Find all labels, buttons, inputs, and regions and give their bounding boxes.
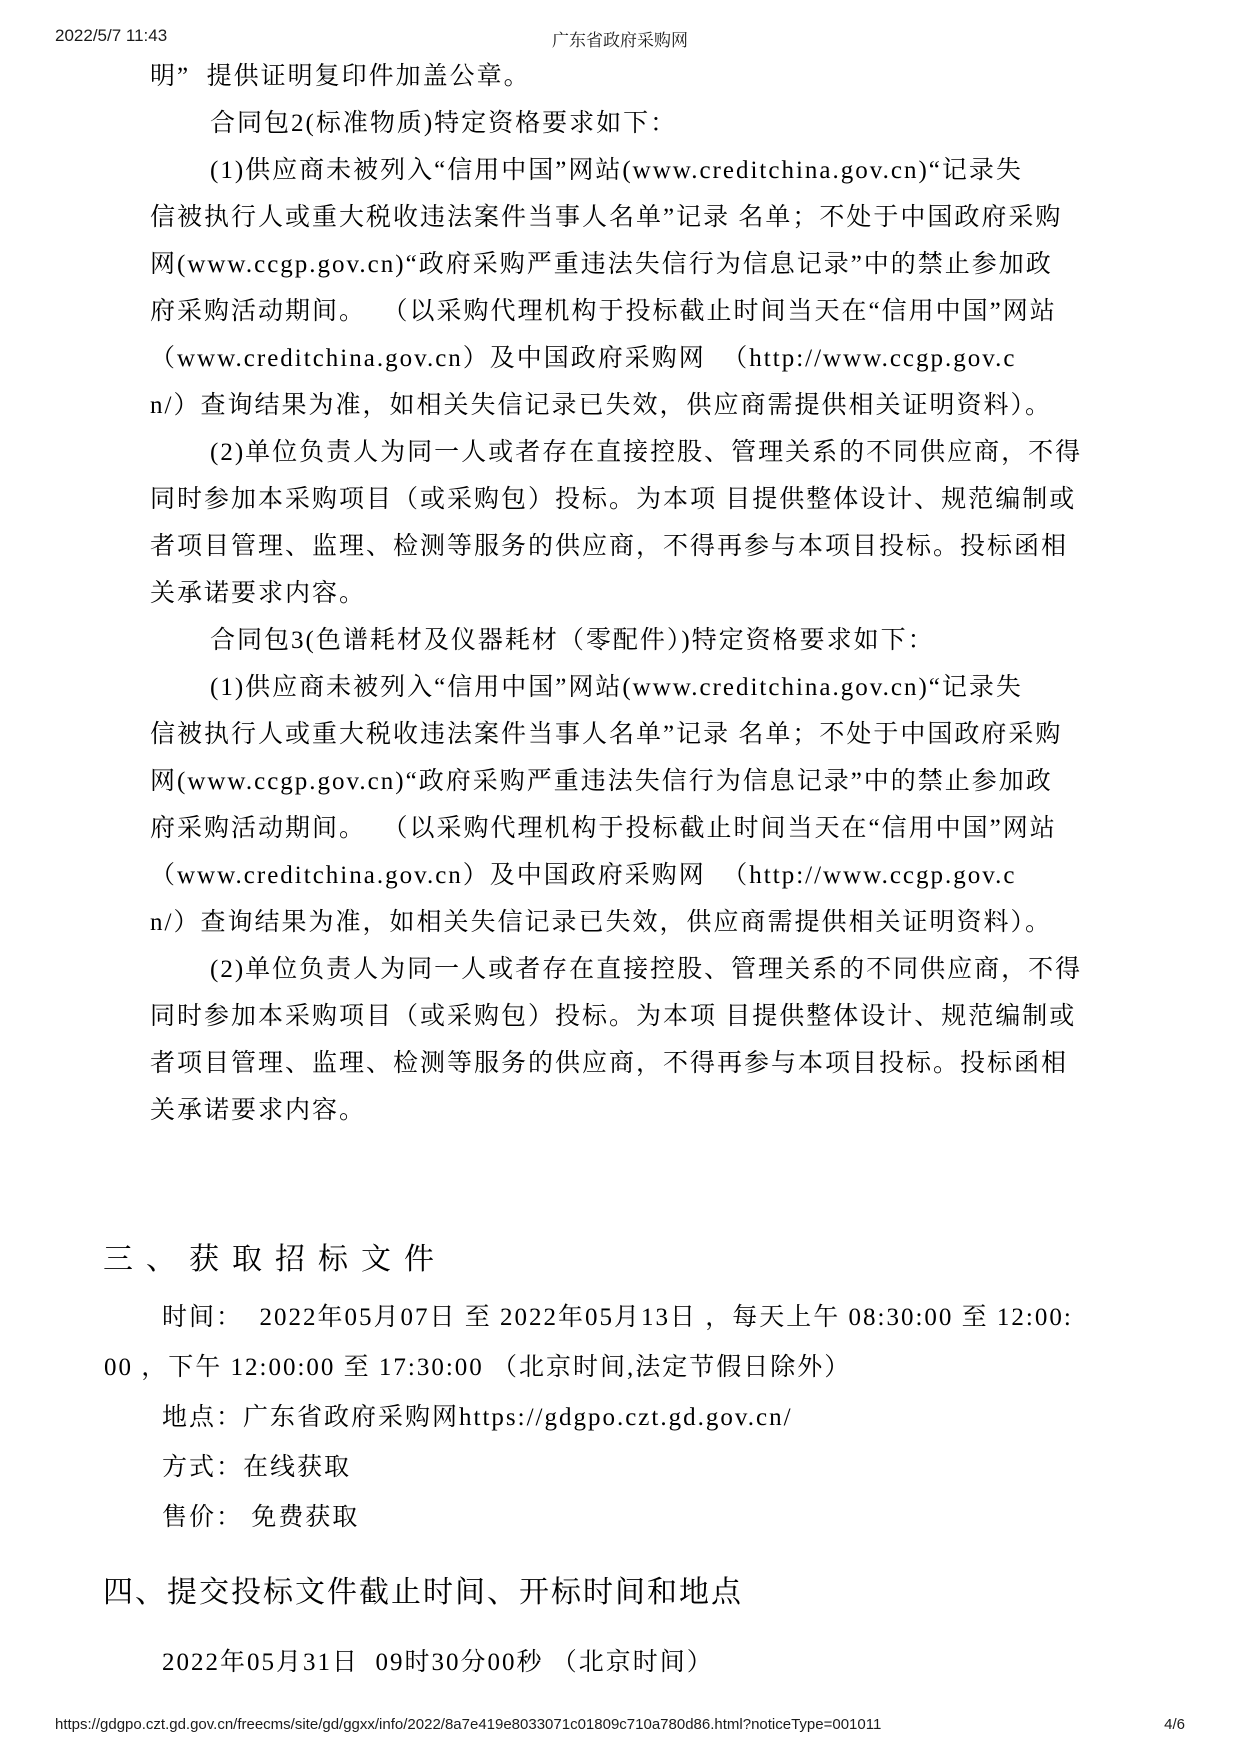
text-line: 信被执行人或重大税收违法案件当事人名单”记录 名单；不处于中国政府采购: [150, 721, 1063, 748]
text-line: 关承诺要求内容。: [150, 580, 367, 607]
text-line: 同时参加本采购项目（或采购包）投标。为本项 目提供整体设计、规范编制或: [150, 486, 1077, 513]
text-line: （www.creditchina.gov.cn）及中国政府采购网 （http://www.ccgp.gov.c: [150, 345, 1017, 372]
text-line: 售价： 免费获取: [162, 1504, 360, 1531]
text-line: n/）查询结果为准，如相关失信记录已失效，供应商需提供相关证明资料）。: [150, 909, 1052, 936]
text-line: 府采购活动期间。 （以采购代理机构于投标截止时间当天在“信用中国”网站: [150, 815, 1057, 842]
print-datetime: 2022/5/7 11:43: [55, 26, 168, 45]
text-line: 地点：广东省政府采购网https://gdgpo.czt.gd.gov.cn/: [162, 1404, 793, 1431]
text-line: （www.creditchina.gov.cn）及中国政府采购网 （http://www.ccgp.gov.c: [150, 862, 1017, 889]
text-line: 者项目管理、监理、检测等服务的供应商，不得再参与本项目投标。投标函相: [150, 1050, 1069, 1077]
text-line: (1)供应商未被列入“信用中国”网站(www.creditchina.gov.cn)“记录失: [210, 674, 1023, 701]
text-line: 信被执行人或重大税收违法案件当事人名单”记录 名单；不处于中国政府采购: [150, 204, 1063, 231]
text-line: 关承诺要求内容。: [150, 1097, 367, 1124]
text-line: 网(www.ccgp.gov.cn)“政府采购严重违法失信行为信息记录”中的禁止参加政: [150, 251, 1053, 278]
text-line: 明” 提供证明复印件加盖公章。: [150, 63, 531, 90]
print-header: [0, 26, 1240, 48]
text-line: 合同包2(标准物质)特定资格要求如下：: [210, 110, 678, 137]
text-line: n/）查询结果为准，如相关失信记录已失效，供应商需提供相关证明资料）。: [150, 392, 1052, 419]
text-line: 同时参加本采购项目（或采购包）投标。为本项 目提供整体设计、规范编制或: [150, 1003, 1077, 1030]
text-line: (1)供应商未被列入“信用中国”网站(www.creditchina.gov.cn)“记录失: [210, 157, 1023, 184]
section-heading: 三、获取招标文件: [103, 1243, 447, 1276]
text-line: 合同包3(色谱耗材及仪器耗材（零配件）)特定资格要求如下：: [210, 627, 935, 654]
text-line: 者项目管理、监理、检测等服务的供应商，不得再参与本项目投标。投标函相: [150, 533, 1069, 560]
text-line: 府采购活动期间。 （以采购代理机构于投标截止时间当天在“信用中国”网站: [150, 298, 1057, 325]
text-line: (2)单位负责人为同一人或者存在直接控股、管理关系的不同供应商，不得: [210, 956, 1083, 983]
page-number: 4/6: [1164, 1716, 1185, 1733]
document-body: [0, 53, 1240, 1686]
text-line: 00 ，下午 12:00:00 至 17:30:00 （北京时间,法定节假日除外）: [104, 1354, 852, 1381]
site-title: 广东省政府采购网: [552, 31, 688, 50]
text-line: 方式：在线获取: [162, 1454, 352, 1481]
text-line: 时间： 2022年05月07日 至 2022年05月13日 ，每天上午 08:30:00 至 12:00:: [162, 1304, 1073, 1331]
print-footer: [0, 1716, 1240, 1736]
source-url: https://gdgpo.czt.gd.gov.cn/freecms/site/gd/ggxx/info/2022/8a7e419e8033071c01809c710a780d86.html?noticeType=001011: [55, 1716, 882, 1733]
section-heading: 四、提交投标文件截止时间、开标时间和地点: [103, 1576, 743, 1609]
text-line: 网(www.ccgp.gov.cn)“政府采购严重违法失信行为信息记录”中的禁止参加政: [150, 768, 1053, 795]
text-line: 2022年05月31日 09时30分00秒 （北京时间）: [162, 1649, 714, 1676]
text-line: (2)单位负责人为同一人或者存在直接控股、管理关系的不同供应商，不得: [210, 439, 1083, 466]
